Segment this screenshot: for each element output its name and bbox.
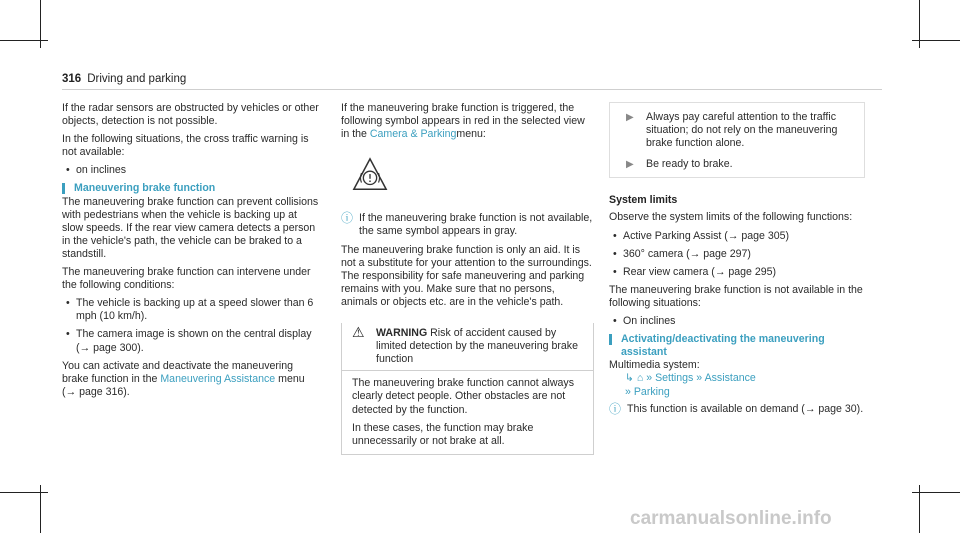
info-icon: ⓘ xyxy=(341,211,354,226)
crop-mark xyxy=(0,492,48,493)
paragraph: The maneuvering brake function can intervene under the following conditions: xyxy=(62,266,311,292)
crop-mark xyxy=(912,492,960,493)
watermark: carmanualsonline.info xyxy=(630,508,832,529)
crop-mark xyxy=(0,40,48,41)
chevron-icon: » xyxy=(625,385,631,398)
page-header xyxy=(62,73,186,85)
arrow-icon: ▶ xyxy=(626,159,634,171)
column-middle xyxy=(341,102,594,455)
warning-body xyxy=(342,370,593,453)
paragraph: The maneuvering brake function is not available in the following situations: xyxy=(609,283,863,309)
chevron-icon: » xyxy=(696,372,703,385)
page-number: 316 xyxy=(62,73,82,85)
paragraph: The maneuvering brake function is only an aid. It is not a substitute for your attention to the surroundings. The responsibility for safe maneuvering and parking remains with you. Make sure that no persons, animals or objects etc. are in the vehicle's path. xyxy=(341,243,592,308)
tip-item: ▶ Be ready to brake. xyxy=(626,158,733,171)
home-icon[interactable]: ⌂ xyxy=(636,372,644,385)
header-rule xyxy=(62,89,882,90)
paragraph: In these cases, the function may brake unnecessarily or not brake at all. xyxy=(352,421,534,447)
crop-mark xyxy=(912,40,960,41)
menu-assistance[interactable]: Assistance xyxy=(704,372,756,385)
paragraph: Multimedia system: xyxy=(609,359,700,372)
chevron-icon: » xyxy=(646,372,653,385)
subheading: System limits xyxy=(609,194,678,207)
paragraph: Observe the system limits of the following functions: xyxy=(609,211,853,224)
warning-header: ⚠ WARNING Risk of accident caused by limited detection by the maneuvering brake function xyxy=(342,323,593,370)
menu-path xyxy=(609,372,865,398)
tip-item: ▶ Always pay careful attention to the traffic situation; do not rely on the maneuvering brake function alone. xyxy=(626,111,838,150)
info-icon: ⓘ xyxy=(609,401,622,416)
bullet-item: • 360° camera (→ page 297) xyxy=(609,248,865,261)
paragraph: If the maneuvering brake function is triggered, the following symbol appears in red in the selected view in the Camera & Parkingmenu: xyxy=(341,102,585,141)
tip-box xyxy=(609,102,865,178)
return-arrow-icon: ↳ xyxy=(625,372,634,385)
menu-settings[interactable]: Settings xyxy=(655,372,694,385)
paragraph: If the radar sensors are obstructed by vehicles or other objects, detection is not possible. xyxy=(62,102,319,128)
paragraph: The maneuvering brake function cannot always clearly detect people. Other obstacles are not detected by the function. xyxy=(352,377,575,416)
heading-bar xyxy=(62,183,65,194)
brake-warning-icon xyxy=(351,156,389,194)
column-left xyxy=(62,102,320,404)
paragraph: In the following situations, the cross traffic warning is not available: xyxy=(62,133,309,159)
page-title: Driving and parking xyxy=(87,73,187,85)
bullet-item: • On inclines xyxy=(609,315,865,328)
info-note: ⓘ This function is available on demand (→ page 30). xyxy=(609,401,864,416)
warning-box xyxy=(341,323,594,455)
info-note: ⓘ If the maneuvering brake function is not available, the same symbol appears in gray. xyxy=(341,211,593,238)
paragraph: You can activate and deactivate the maneuvering brake function in the Maneuvering Assistance menu (→ page 316). xyxy=(62,359,305,398)
bullet-item: • The camera image is shown on the central display (→ page 300). xyxy=(62,328,320,354)
heading-bar xyxy=(609,334,612,345)
section-heading: Maneuvering brake function xyxy=(62,182,320,195)
warning-label: WARNING xyxy=(376,327,428,340)
paragraph: The maneuvering brake function can prevent collisions with pedestrians when the vehicle is backing up at slow speeds. If the rear view camera detects a person in the vehicle's path, the vehicle can be braked to a standstill. xyxy=(62,195,319,260)
bullet-item: • Active Parking Assist (→ page 305) xyxy=(609,230,865,243)
arrow-icon: ▶ xyxy=(626,112,634,123)
menu-link[interactable]: Camera & Parking xyxy=(369,128,457,141)
column-right xyxy=(609,102,865,421)
section-heading: Activating/deactivating the maneuvering assistant xyxy=(609,333,865,359)
bullet-item: • The vehicle is backing up at a speed slower than 6 mph (10 km/h). xyxy=(62,297,320,323)
bullet-item: • on inclines xyxy=(62,164,320,177)
menu-parking[interactable]: Parking xyxy=(633,385,670,398)
menu-link[interactable]: Maneuvering Assistance xyxy=(160,372,276,385)
warning-triangle-icon: ⚠ xyxy=(352,324,365,341)
bullet-item: • Rear view camera (→ page 295) xyxy=(609,266,865,279)
